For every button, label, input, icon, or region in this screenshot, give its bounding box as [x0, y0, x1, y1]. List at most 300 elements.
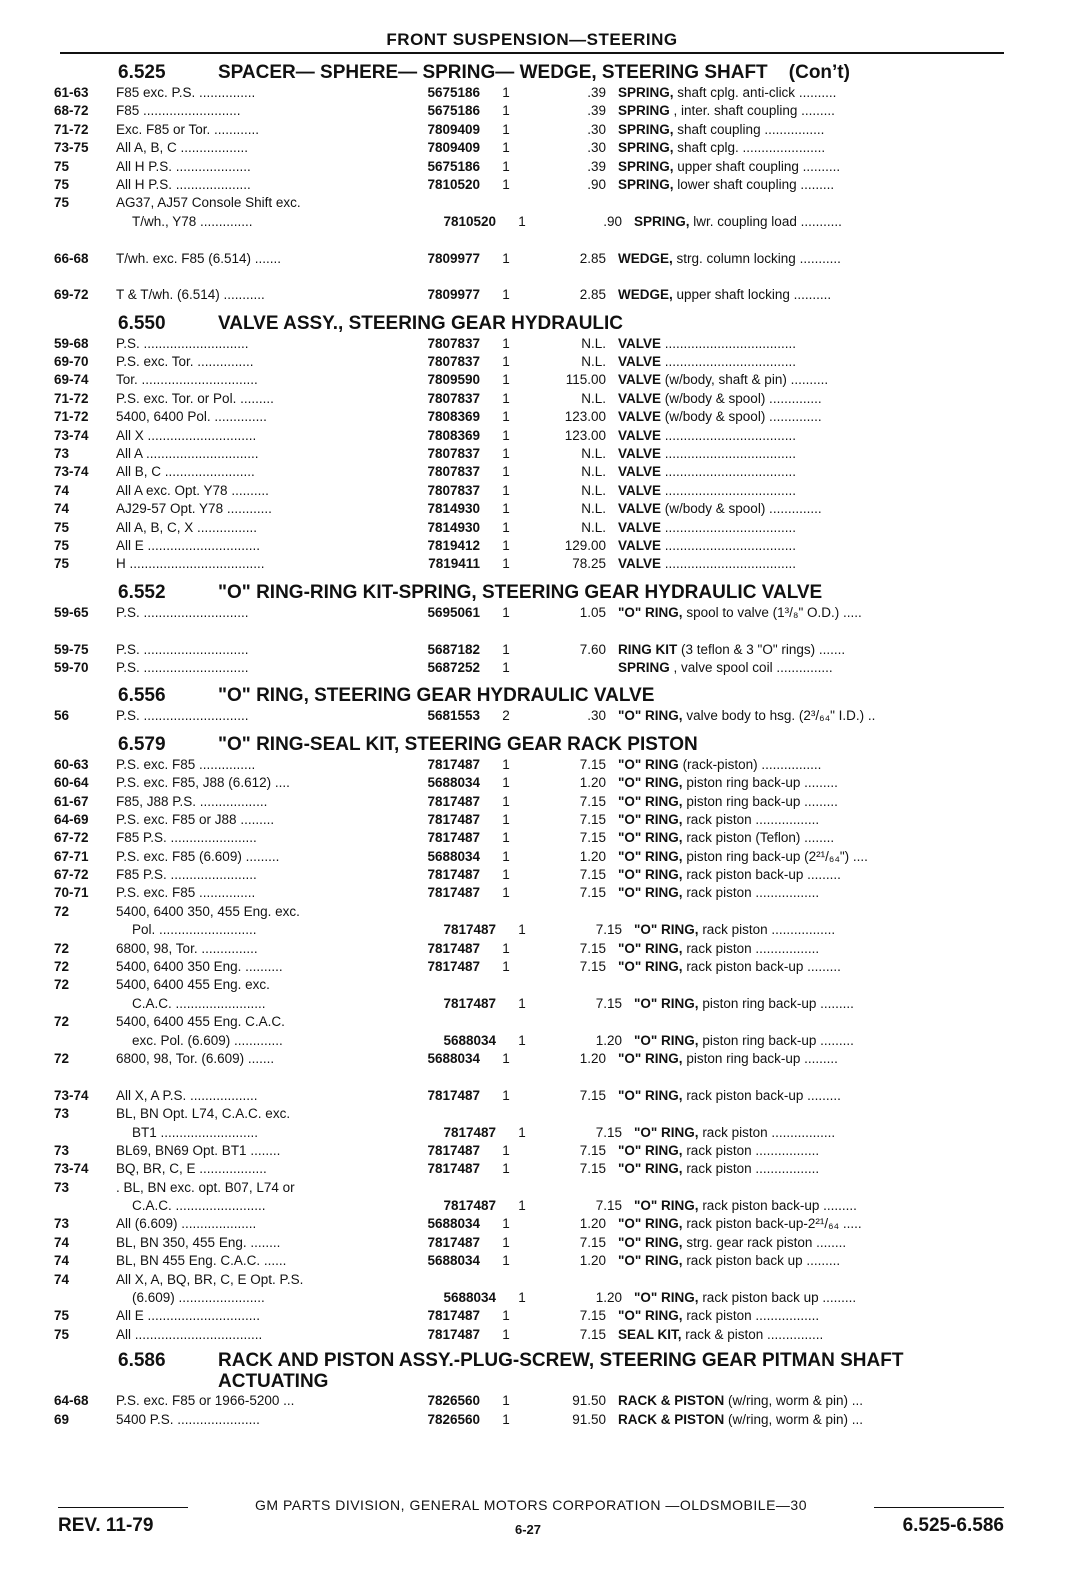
model-year: 73-74: [54, 1161, 89, 1177]
section-heading: [54, 311, 1004, 335]
section-number: 6.550: [118, 312, 166, 334]
model-year: [54, 995, 116, 1013]
part-description: [618, 884, 1004, 902]
quantity: 1: [502, 1411, 510, 1427]
model-year: 59-70: [54, 659, 89, 675]
part-number: 7807837: [427, 335, 480, 351]
application: P.S. exc. F85 or J88 .........: [116, 811, 275, 827]
model-year: 75: [54, 556, 70, 572]
price: 2.85: [579, 250, 606, 266]
part-number: 7817487: [427, 885, 480, 901]
application: P.S. ............................: [116, 604, 249, 620]
quantity: 1: [518, 1124, 526, 1140]
quantity: 1: [502, 1253, 510, 1269]
part-number: 7807837: [427, 390, 480, 406]
part-number: 7817487: [427, 811, 480, 827]
part-number: 7819411: [428, 556, 480, 572]
application: T/wh. exc. F85 (6.514) .......: [116, 250, 282, 266]
quantity: 1: [502, 176, 510, 192]
part-number: 7817487: [427, 1161, 480, 1177]
application: All A, B, C, X ................: [116, 519, 258, 535]
quantity: 2: [502, 708, 510, 724]
quantity: 1: [502, 140, 510, 156]
part-name: "O" RING,: [634, 1198, 699, 1214]
part-number: 7817487: [443, 995, 496, 1011]
part-description: [618, 1392, 1004, 1410]
parts-row: [54, 1411, 1004, 1429]
price: .90: [587, 176, 606, 192]
part-number: 7807837: [427, 446, 480, 462]
application: All ..................................: [116, 1326, 263, 1342]
quantity: 1: [502, 464, 510, 480]
part-number: 5688034: [443, 1032, 496, 1048]
parts-row: [54, 604, 1004, 622]
model-year: 68-72: [54, 103, 89, 119]
application: 5400, 6400 350 Eng. ..........: [116, 959, 283, 975]
section-number: 6.586: [118, 1350, 166, 1372]
price: 7.15: [579, 1234, 606, 1250]
part-detail: ...................................: [661, 464, 797, 480]
part-detail: shaft cplg. ......................: [673, 140, 826, 156]
model-year: 69: [54, 1411, 70, 1427]
part-number: 5688034: [427, 775, 480, 791]
application: All E ..............................: [116, 1308, 261, 1324]
parts-row: [54, 1160, 1004, 1178]
part-number: 7807837: [427, 464, 480, 480]
part-number: 7810520: [427, 176, 480, 192]
model-year: 75: [54, 537, 70, 553]
part-name: "O" RING,: [634, 1124, 699, 1140]
price: N.L.: [581, 390, 606, 406]
part-detail: (w/ring, worm & pin) ...: [724, 1393, 864, 1409]
model-year: 72: [54, 940, 70, 956]
price: 7.15: [595, 1198, 622, 1214]
part-name: SPRING,: [618, 176, 674, 192]
part-description: [634, 1197, 1004, 1215]
price: 7.15: [579, 940, 606, 956]
application: T/wh., Y78 ..............: [132, 213, 253, 229]
model-year: 73: [54, 446, 70, 462]
part-name: "O" RING,: [618, 1161, 683, 1177]
part-number: 7817487: [427, 1142, 480, 1158]
part-detail: rack piston back-up-2²¹/₆₄ .....: [682, 1216, 862, 1232]
parts-row: [54, 537, 1004, 555]
application: AG37, AJ57 Console Shift exc.: [116, 195, 301, 211]
quantity: 1: [502, 287, 510, 303]
part-number: 7817487: [443, 1124, 496, 1140]
part-detail: rack piston .................: [698, 922, 836, 938]
quantity: 1: [502, 354, 510, 370]
quantity: 1: [502, 775, 510, 791]
application: BL, BN Opt. L74, C.A.C. exc.: [116, 1106, 291, 1122]
part-number: 7817487: [427, 793, 480, 809]
application: P.S. exc. Tor. ...............: [116, 354, 254, 370]
model-year: 73: [54, 1179, 70, 1195]
model-year: 73-74: [54, 464, 89, 480]
model-year: [54, 921, 116, 939]
part-description: [618, 1087, 1004, 1105]
part-name: VALVE: [618, 354, 662, 370]
parts-row: [54, 811, 1004, 829]
part-number: 7810520: [443, 213, 496, 229]
part-name: "O" RING,: [634, 1032, 699, 1048]
application: All (6.609) ....................: [116, 1216, 257, 1232]
price: 7.15: [595, 1124, 622, 1140]
part-description: [618, 1013, 1004, 1031]
model-year: 73-75: [54, 140, 89, 156]
part-description: [618, 463, 1004, 481]
section-range: 6.525-6.586: [902, 1515, 1004, 1536]
model-year: 73-74: [54, 1087, 89, 1103]
parts-row: [54, 371, 1004, 389]
parts-row: [54, 903, 1004, 921]
parts-row: [54, 976, 1004, 994]
price: .30: [587, 140, 606, 156]
application: (6.609) .......................: [132, 1290, 265, 1306]
price: [526, 903, 618, 921]
part-number: 7814930: [427, 501, 480, 517]
part-description: [618, 1050, 1004, 1068]
application: P.S. ............................: [116, 659, 249, 675]
price: 7.15: [579, 830, 606, 846]
price: N.L.: [581, 335, 606, 351]
application: Exc. F85 or Tor. ............: [116, 121, 260, 137]
quantity: 1: [502, 121, 510, 137]
application: 5400, 6400 455 Eng. exc.: [116, 977, 270, 993]
part-number: 7817487: [427, 1087, 480, 1103]
price: 1.05: [579, 604, 606, 620]
row-spacer: [54, 1068, 1004, 1086]
price: [526, 1271, 618, 1289]
part-name: WEDGE,: [618, 287, 673, 303]
part-detail: spool to valve (1³/₈" O.D.) .....: [682, 604, 862, 620]
part-name: RACK & PISTON: [618, 1393, 725, 1409]
quantity: 1: [502, 1087, 510, 1103]
part-number: 7817487: [427, 959, 480, 975]
model-year: 69-72: [54, 287, 89, 303]
part-detail: rack piston .................: [682, 811, 820, 827]
part-number: 7817487: [427, 940, 480, 956]
application: BQ, BR, C, E ..................: [116, 1161, 267, 1177]
part-detail: (w/body & spool) ..............: [661, 390, 822, 406]
application: 5400, 6400 455 Eng. C.A.C.: [116, 1014, 285, 1030]
model-year: 72: [54, 903, 70, 919]
application: BL, BN 350, 455 Eng. ........: [116, 1234, 281, 1250]
part-description: [618, 774, 1004, 792]
quantity: 1: [502, 85, 510, 100]
quantity: 1: [502, 1326, 510, 1342]
price: 91.50: [572, 1393, 606, 1409]
footer-bottom-row: [58, 1515, 1004, 1537]
part-description: [618, 1160, 1004, 1178]
part-description: [618, 519, 1004, 537]
price: .30: [587, 121, 606, 137]
part-number: [388, 1013, 486, 1031]
quantity: 1: [518, 1198, 526, 1214]
quantity: 1: [502, 250, 510, 266]
part-description: [618, 482, 1004, 500]
part-description: [634, 995, 1004, 1013]
part-name: "O" RING,: [618, 1087, 683, 1103]
price: 78.25: [572, 556, 606, 572]
part-number: 7817487: [443, 922, 496, 938]
price: 115.00: [565, 372, 606, 388]
parts-row: [54, 102, 1004, 120]
part-description: [618, 1307, 1004, 1325]
price: 1.20: [579, 1253, 606, 1269]
part-name: "O" RING,: [618, 1308, 683, 1324]
model-year: 73: [54, 1216, 70, 1232]
price: 1.20: [595, 1032, 622, 1048]
application: H ....................................: [116, 556, 265, 572]
quantity: 1: [502, 537, 510, 553]
model-year: 74: [54, 501, 70, 517]
price: 123.00: [564, 409, 606, 425]
application: All A exc. Opt. Y78 ..........: [116, 482, 269, 498]
parts-row: [54, 250, 1004, 268]
model-year: 60-63: [54, 756, 89, 772]
parts-row: [54, 958, 1004, 976]
part-description: [618, 176, 1004, 194]
price: 2.85: [579, 287, 606, 303]
part-name: "O" RING,: [618, 959, 683, 975]
parts-row: [54, 139, 1004, 157]
application: All X .............................: [116, 427, 257, 443]
model-year: 64-68: [54, 1393, 89, 1409]
quantity: 1: [502, 848, 510, 864]
part-number: 5688034: [427, 1050, 480, 1066]
part-description: [634, 213, 1004, 231]
application: P.S. exc. F85 ...............: [116, 756, 256, 772]
part-number: [388, 903, 486, 921]
parts-row: [54, 427, 1004, 445]
part-number: 7817487: [427, 1326, 480, 1342]
price: 123.00: [564, 427, 606, 443]
application: All X, A P.S. ..................: [116, 1087, 258, 1103]
model-year: 67-71: [54, 848, 89, 864]
part-number: 5695061: [427, 604, 480, 620]
price: .90: [603, 213, 622, 229]
part-number: 5688034: [427, 1216, 480, 1232]
price: 7.15: [579, 811, 606, 827]
quantity: 1: [502, 1234, 510, 1250]
parts-row: [54, 1392, 1004, 1410]
application: 5400, 6400 Pol. ..............: [116, 409, 267, 425]
quantity: 1: [502, 756, 510, 772]
part-number: 5688034: [443, 1290, 496, 1306]
price: N.L.: [581, 464, 606, 480]
quantity: 1: [502, 659, 510, 675]
price: [526, 1105, 618, 1123]
part-description: [618, 976, 1004, 994]
model-year: 67-72: [54, 830, 89, 846]
part-detail: piston ring back-up .........: [698, 1032, 854, 1048]
quantity: 1: [518, 995, 526, 1011]
part-description: [618, 811, 1004, 829]
parts-row: [54, 774, 1004, 792]
part-detail: (w/body, shaft & pin) ..........: [661, 372, 829, 388]
model-year: 74: [54, 482, 70, 498]
model-year: [54, 1032, 116, 1050]
parts-row: [54, 1271, 1004, 1289]
parts-row: [54, 84, 1004, 102]
part-number: 7826560: [427, 1411, 480, 1427]
part-description: [618, 500, 1004, 518]
application: P.S. exc. F85 or 1966-5200 ...: [116, 1393, 295, 1409]
application: All X, A, BQ, BR, C, E Opt. P.S.: [116, 1271, 304, 1287]
part-detail: rack piston back up .........: [698, 1290, 857, 1306]
part-name: "O" RING,: [618, 940, 683, 956]
application: 6800, 98, Tor. (6.609) .......: [116, 1050, 275, 1066]
part-number: 7807837: [427, 354, 480, 370]
price: N.L.: [581, 482, 606, 498]
catalog-page: [54, 30, 1004, 1429]
model-year: 66-68: [54, 250, 89, 266]
parts-row: [54, 793, 1004, 811]
quantity: 1: [502, 446, 510, 462]
price: N.L.: [581, 501, 606, 517]
part-name: SPRING,: [618, 121, 674, 137]
quantity: 1: [502, 427, 510, 443]
application: exc. Pol. (6.609) .............: [132, 1032, 283, 1048]
quantity: 1: [502, 604, 510, 620]
parts-row: [54, 390, 1004, 408]
parts-row: [54, 176, 1004, 194]
section-title: "O" RING-RING KIT-SPRING, STEERING GEAR HYDRAULIC VALVE: [218, 581, 823, 603]
part-description: [618, 335, 1004, 353]
price: .30: [587, 708, 606, 724]
price: 1.20: [579, 848, 606, 864]
model-year: 75: [54, 1326, 70, 1342]
part-name: "O" RING,: [618, 1142, 683, 1158]
part-name: SEAL KIT,: [618, 1326, 682, 1342]
model-year: 69-70: [54, 354, 89, 370]
part-detail: ...................................: [661, 537, 797, 553]
quantity: 1: [502, 390, 510, 406]
model-year: 72: [54, 1014, 70, 1030]
parts-row: [54, 555, 1004, 573]
model-year: 70-71: [54, 885, 89, 901]
application: Tor. ...............................: [116, 372, 258, 388]
quantity: [486, 1271, 526, 1289]
price: N.L.: [581, 354, 606, 370]
section-heading: [54, 580, 1004, 604]
part-name: "O" RING,: [618, 830, 683, 846]
part-number: 5675186: [427, 103, 480, 119]
part-detail: upper shaft coupling ..........: [673, 158, 841, 174]
model-year: [54, 1289, 116, 1307]
part-detail: shaft coupling ................: [673, 121, 825, 137]
model-year: 71-72: [54, 390, 89, 406]
part-detail: (w/body & spool) ..............: [661, 409, 822, 425]
part-detail: piston ring back-up .........: [682, 775, 838, 791]
parts-row: [54, 335, 1004, 353]
price: 1.20: [579, 1050, 606, 1066]
part-description: [618, 1234, 1004, 1252]
application: BT1 ..........................: [132, 1124, 259, 1140]
section-number: 6.552: [118, 581, 166, 603]
price: [526, 1179, 618, 1197]
part-name: "O" RING,: [618, 1216, 683, 1232]
quantity: 1: [502, 641, 510, 657]
part-number: 5675186: [427, 158, 480, 174]
application: P.S. exc. F85, J88 (6.612) ....: [116, 775, 290, 791]
parts-row: [54, 482, 1004, 500]
model-year: 73: [54, 1106, 70, 1122]
part-detail: rack & piston ...............: [681, 1326, 824, 1342]
part-name: "O" RING,: [618, 793, 683, 809]
part-number: 7817487: [427, 1234, 480, 1250]
part-number: 5687182: [427, 641, 480, 657]
parts-row: [54, 194, 1004, 212]
model-year: 72: [54, 1050, 70, 1066]
quantity: 1: [502, 1142, 510, 1158]
part-name: "O" RING,: [634, 995, 699, 1011]
application: F85 ..........................: [116, 103, 241, 119]
part-detail: piston ring back-up .........: [698, 995, 854, 1011]
part-detail: piston ring back-up (2²¹/₆₄") ....: [682, 848, 868, 864]
price: .39: [587, 158, 606, 174]
section-number: 6.556: [118, 685, 166, 707]
part-description: [634, 921, 1004, 939]
price: 7.15: [579, 959, 606, 975]
part-number: 7809409: [427, 140, 480, 156]
section-title: SPACER— SPHERE— SPRING— WEDGE, STEERING SHAFT (Con’t): [218, 62, 850, 83]
part-detail: rack piston .................: [682, 940, 820, 956]
part-description: [618, 793, 1004, 811]
part-detail: upper shaft locking ..........: [672, 287, 832, 303]
quantity: 1: [518, 922, 526, 938]
quantity: 1: [502, 409, 510, 425]
part-description: [618, 427, 1004, 445]
part-name: VALVE: [618, 409, 662, 425]
part-number: 7808369: [427, 427, 480, 443]
quantity: 1: [518, 213, 526, 229]
price: 7.15: [579, 867, 606, 883]
price: 7.15: [595, 995, 622, 1011]
model-year: 73: [54, 1142, 70, 1158]
model-year: 72: [54, 959, 70, 975]
part-description: [618, 158, 1004, 176]
model-year: 60-64: [54, 775, 89, 791]
part-number: [388, 1105, 486, 1123]
quantity: 1: [502, 556, 510, 572]
part-number: 5675186: [427, 85, 480, 100]
part-name: SPRING,: [634, 213, 690, 229]
part-description: [618, 555, 1004, 573]
application: P.S. exc. F85 (6.609) .........: [116, 848, 280, 864]
quantity: 1: [502, 793, 510, 809]
model-year: 74: [54, 1271, 70, 1287]
part-number: 7808369: [427, 409, 480, 425]
part-name: "O" RING,: [634, 1290, 699, 1306]
part-description: [618, 866, 1004, 884]
part-description: [618, 756, 1004, 774]
quantity: 1: [502, 940, 510, 956]
part-number: 5687252: [427, 659, 480, 675]
part-name: "O" RING,: [618, 848, 683, 864]
parts-row: [54, 641, 1004, 659]
application: C.A.C. ........................: [132, 995, 266, 1011]
price: [526, 194, 618, 212]
part-name: SPRING: [618, 659, 670, 675]
part-detail: (3 teflon & 3 "O" rings) .......: [677, 641, 846, 657]
application: AJ29-57 Opt. Y78 ............: [116, 501, 272, 517]
part-description: [634, 1032, 1004, 1050]
parts-row: [54, 829, 1004, 847]
model-year: 69-74: [54, 372, 89, 388]
parts-row: [54, 884, 1004, 902]
